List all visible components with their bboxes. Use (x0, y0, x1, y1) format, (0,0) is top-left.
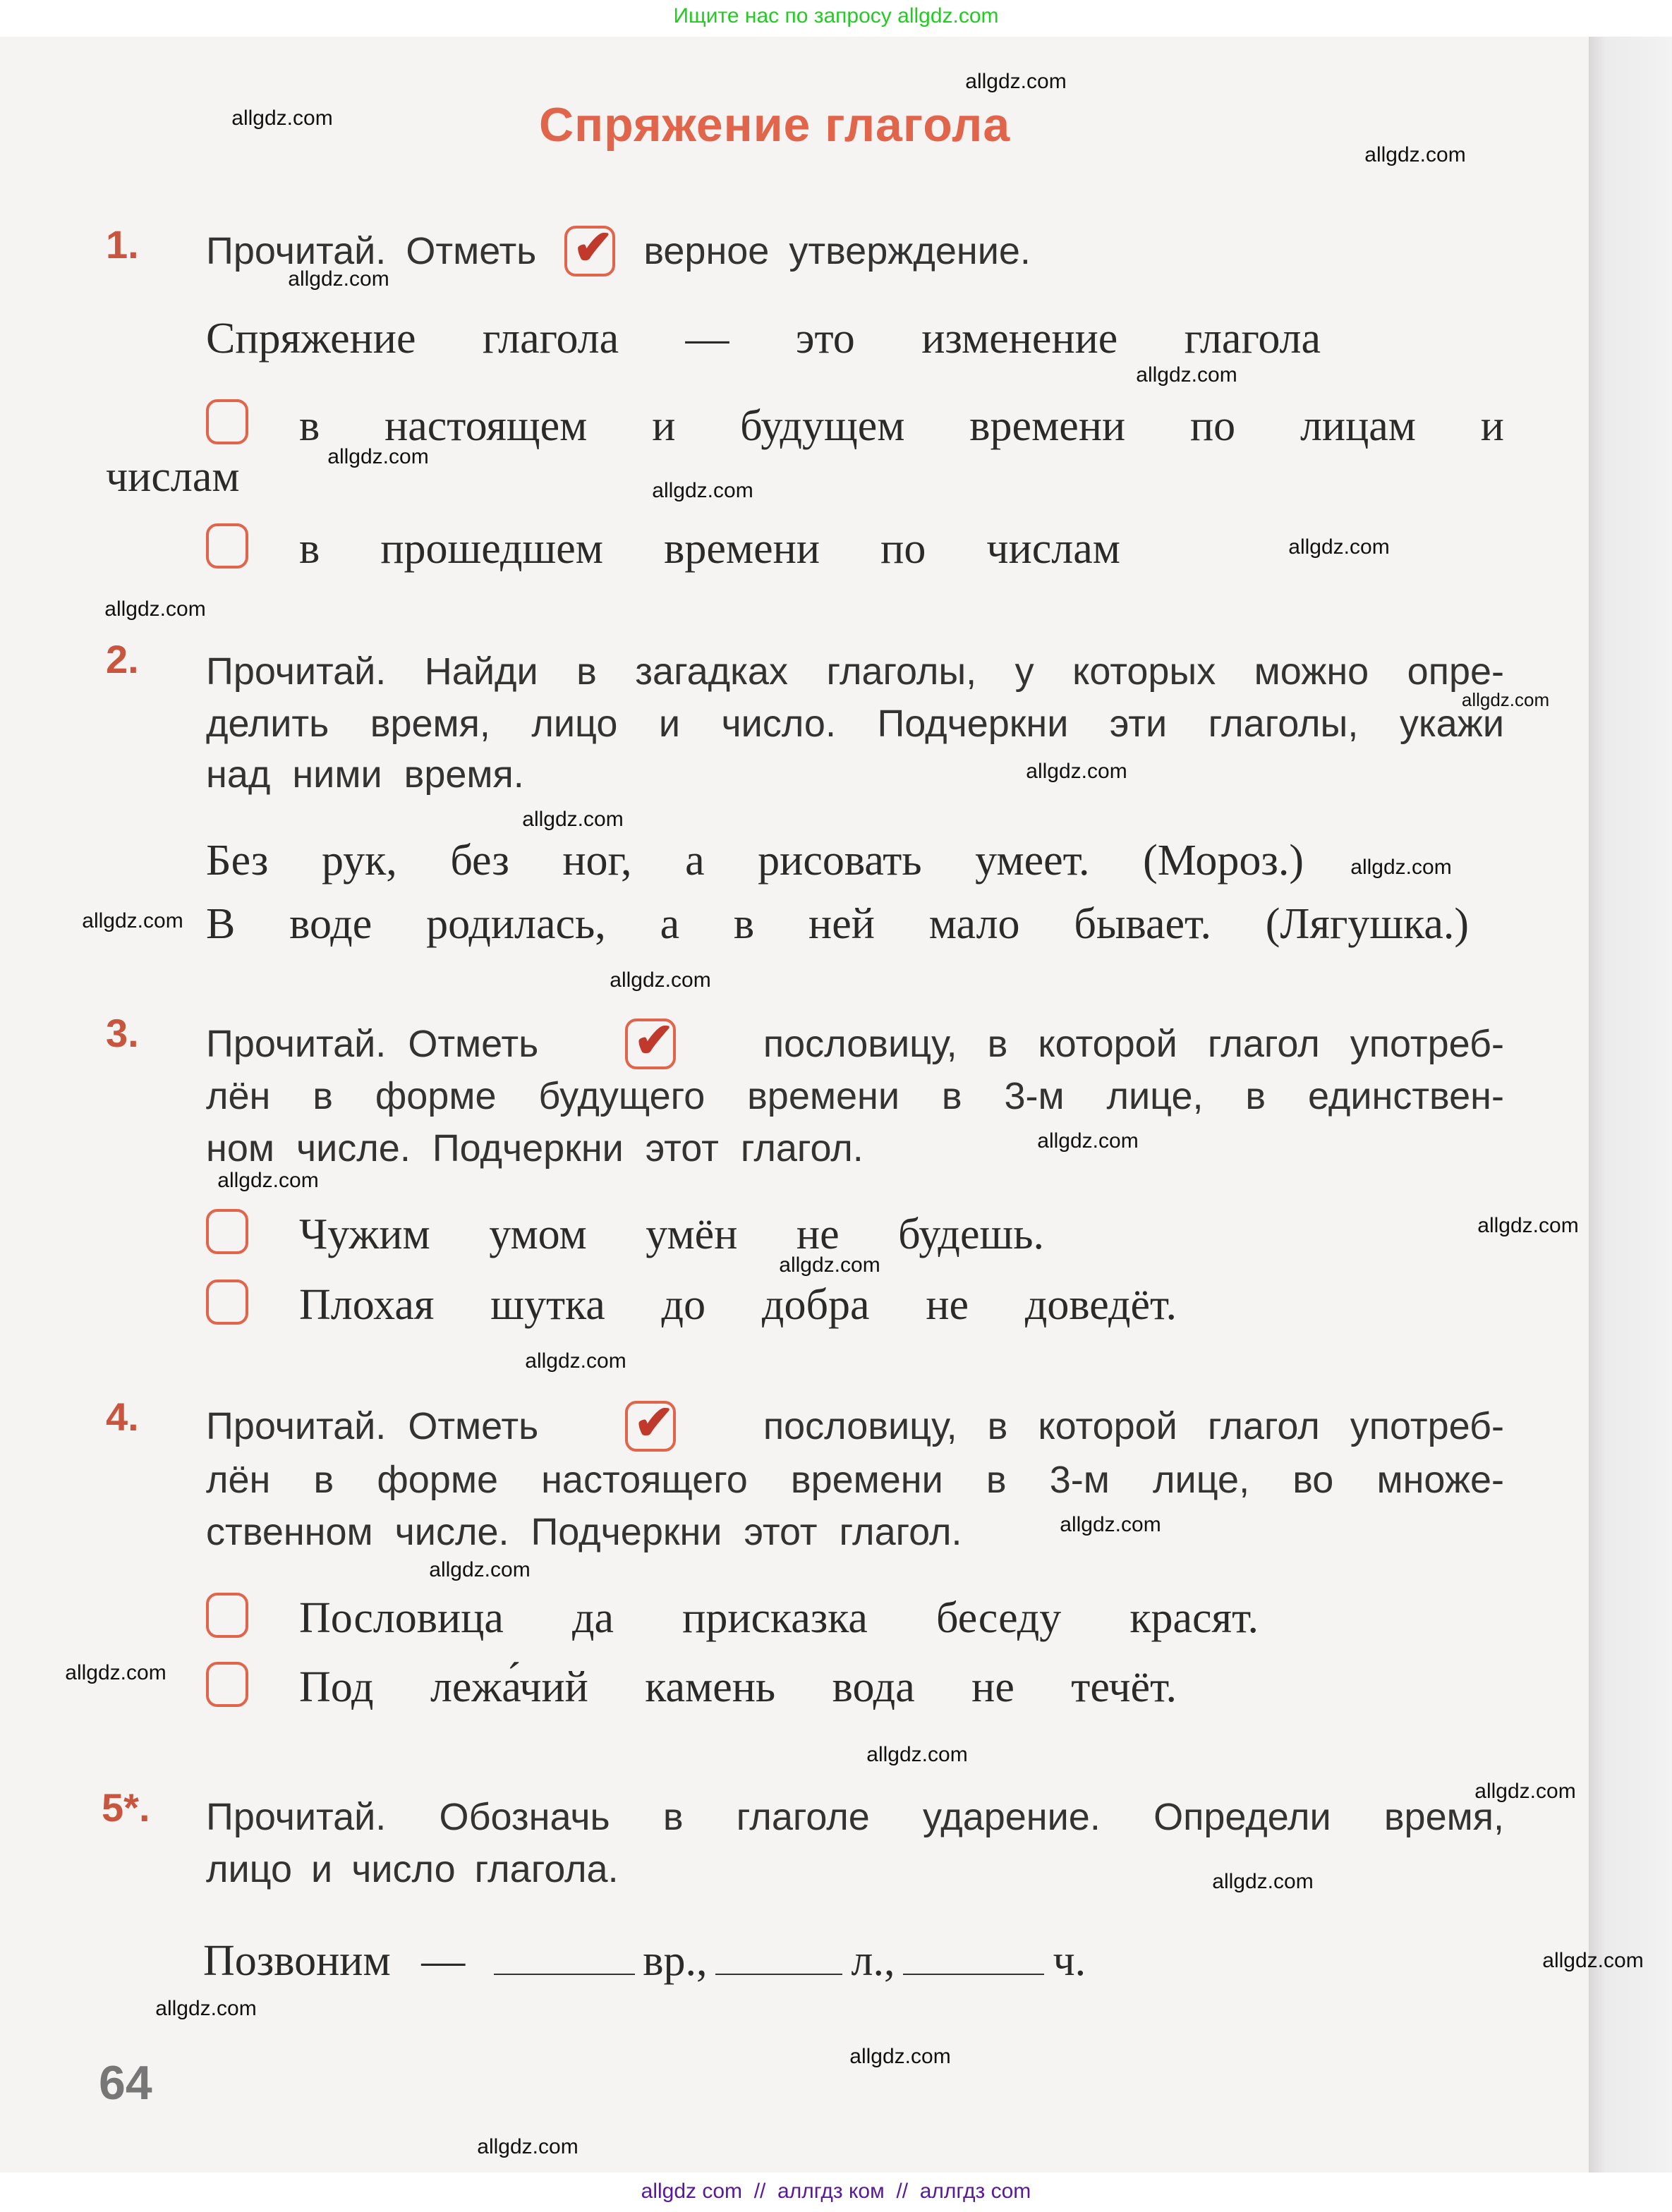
verb-word: Позвоним — (203, 1936, 466, 1985)
task-3-number: 3. (106, 1011, 139, 1055)
text: пословицу, в которой глагол употреб- (763, 1405, 1504, 1447)
task-3-option-1-text: Чужим умом умён не будешь. (299, 1209, 1044, 1258)
text: верное (643, 230, 770, 272)
text: Прочитай. Отметь (206, 1405, 539, 1447)
watermark: allgdz.com (429, 1558, 531, 1582)
page-number: 64 (99, 2057, 152, 2110)
watermark: allgdz.com (1212, 1870, 1314, 1894)
time-blank[interactable] (493, 1945, 634, 1975)
text: Прочитай. Отметь (206, 1023, 539, 1065)
time-label: вр., (643, 1936, 708, 1985)
task-4-option-1-text: Пословица да присказка беседу красят. (299, 1593, 1259, 1642)
task-1-option-1-text: в настоящем и будущем времени по лицам и (299, 401, 1504, 450)
watermark: allgdz.com (866, 1743, 968, 1767)
page-spine-shadow (1589, 37, 1672, 2172)
watermark: allgdz.com (327, 445, 429, 469)
text: Прочитай. (206, 230, 387, 272)
task-4-number: 4. (106, 1395, 139, 1439)
check-icon: ✔ (634, 1397, 674, 1450)
watermark: allgdz.com (82, 909, 183, 933)
task-5-line: лицо и число глагола. (206, 1848, 619, 1890)
task-4-option-1-checkbox[interactable] (206, 1593, 248, 1638)
task-2-number: 2. (106, 638, 139, 681)
watermark: allgdz.com (779, 1253, 880, 1277)
watermark: allgdz.com (1288, 535, 1390, 559)
number-blank[interactable] (903, 1945, 1044, 1975)
task-1-option-2-text: в прошедшем времени по числам (299, 523, 1120, 573)
watermark: allgdz.com (65, 1661, 166, 1685)
watermark: allgdz.com (1136, 363, 1237, 387)
task-2-line: Прочитай. Найди в загадках глаголы, у которых можно опре- (206, 650, 1504, 693)
top-banner: Ищите нас по запросу allgdz.com (0, 0, 1672, 37)
riddle-2: В воде родилась, а в ней мало бывает. (Лягушка.) (206, 899, 1469, 948)
watermark: allgdz.com (849, 2045, 951, 2069)
task-1-statement: Спряжение глагола — это изменение глагола (206, 313, 1321, 363)
check-icon: ✔ (634, 1014, 674, 1068)
watermark: allgdz.com (610, 968, 711, 992)
watermark: allgdz.com (1350, 856, 1452, 880)
check-icon: ✔ (573, 221, 614, 275)
task-3-option-2-checkbox[interactable] (206, 1280, 248, 1325)
checkbox-sample-checked (626, 1397, 677, 1452)
task-3-line: ном числе. Подчеркни этот глагол. (206, 1127, 864, 1169)
watermark: allgdz.com (1060, 1513, 1161, 1537)
person-blank[interactable] (716, 1945, 843, 1975)
task-3-option-2-text: Плохая шутка до добра не доведёт. (299, 1280, 1177, 1329)
watermark: allgdz.com (288, 267, 389, 291)
task-5-line: Прочитай. Обозначь в глаголе ударение. Определи время, (206, 1796, 1504, 1838)
watermark: allgdz.com (155, 1997, 257, 2021)
task-3-option-1-checkbox[interactable] (206, 1209, 248, 1254)
task-2-line: делить время, лицо и число. Подчеркни эти глаголы, укажи (206, 703, 1504, 745)
watermark: allgdz.com (1474, 1780, 1576, 1804)
watermark: allgdz.com (1037, 1129, 1139, 1153)
checkbox-sample-checked (626, 1014, 677, 1069)
task-3-line: лён в форме будущего времени в 3-м лице, в единствен- (206, 1075, 1504, 1117)
checkbox-sample-checked (564, 221, 615, 276)
watermark: allgdz.com (1542, 1949, 1644, 1973)
task-4-option-2-text: Под лежа́чий камень вода не течёт. (299, 1662, 1177, 1711)
task-2-line: над ними время. (206, 753, 524, 796)
task-4-option-2-checkbox[interactable] (206, 1662, 248, 1707)
watermark: allgdz.com (1477, 1214, 1579, 1238)
task-4-line: ственном числе. Подчеркни этот глагол. (206, 1511, 962, 1553)
riddle-1: Без рук, без ног, а рисовать умеет. (Мороз.) (206, 835, 1304, 885)
watermark: allgdz.com (1026, 760, 1127, 784)
task-4-line: лён в форме настоящего времени в 3-м лице, во множе- (206, 1459, 1504, 1501)
watermark: allgdz.com (652, 479, 753, 503)
watermark: allgdz.com (1364, 143, 1466, 167)
task-1-number: 1. (106, 223, 139, 267)
task-1-option-1-text-cont: числам (106, 451, 240, 501)
task-3-line (206, 1014, 1504, 1069)
page-title: Спряжение глагола (539, 99, 1011, 152)
person-label: л., (851, 1936, 895, 1985)
watermark: allgdz.com (477, 2135, 578, 2159)
text: Отметь (406, 230, 537, 272)
task-4-line (206, 1397, 1504, 1452)
watermark: allgdz.com (522, 808, 624, 832)
text: утверждение. (789, 230, 1031, 272)
text: пословицу, в которой глагол употреб- (763, 1023, 1504, 1065)
watermark: allgdz.com (525, 1349, 626, 1373)
watermark: allgdz.com (217, 1169, 319, 1193)
bottom-banner: allgdz com // аллгдз ком // аллгдз com (0, 2172, 1672, 2209)
watermark: allgdz.com (965, 70, 1067, 94)
task-1-option-1-checkbox[interactable] (206, 399, 248, 444)
watermark: allgdz.com (231, 107, 333, 130)
task-5-number: 5*. (102, 1786, 150, 1830)
number-label: ч. (1053, 1936, 1086, 1985)
watermark: allgdz.com (104, 597, 206, 621)
task-5-answer-row (203, 1936, 1086, 1986)
task-1-option-2-checkbox[interactable] (206, 523, 248, 569)
watermark: allgdz.com (1461, 689, 1550, 710)
